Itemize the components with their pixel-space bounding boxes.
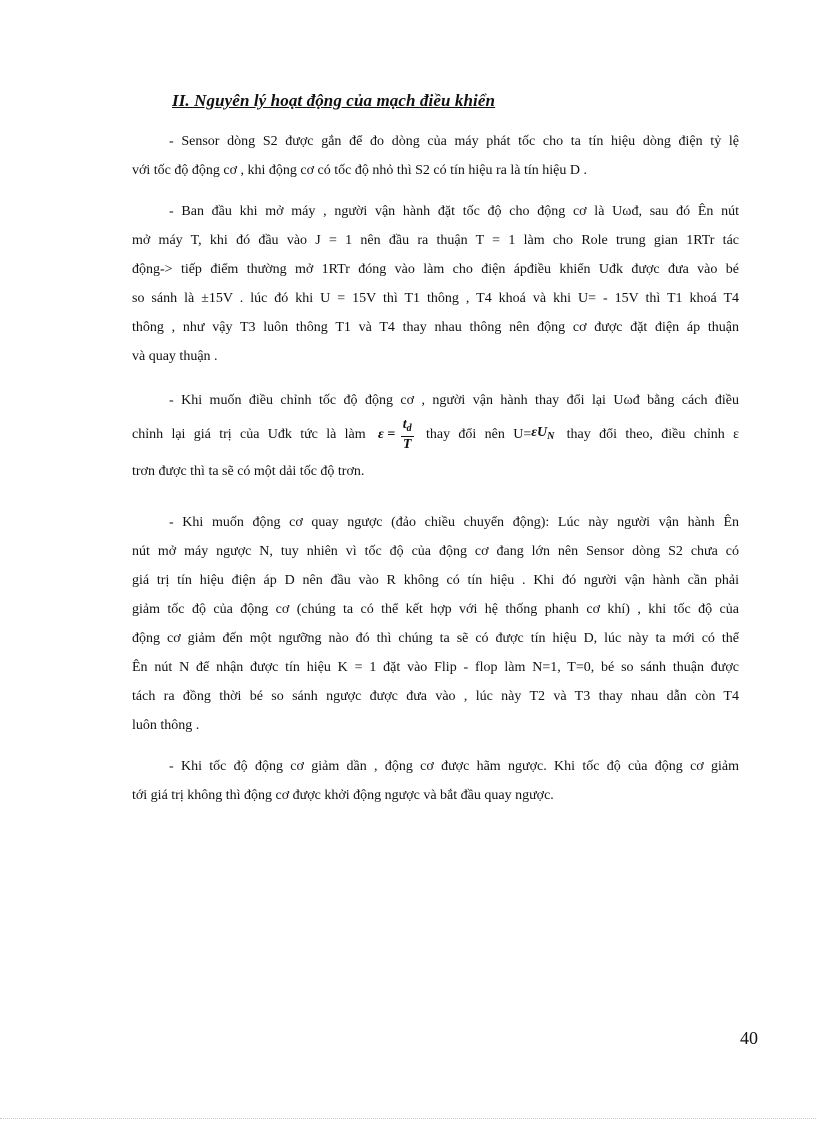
text-line: - Sensor dòng S2 được gắn để đo dòng của máy phát tốc cho ta tín hiệu dòng điện tỷ lệ [169,134,739,149]
page-number: 40 [740,1028,758,1048]
text-line: luôn thông . [132,718,200,733]
text-line: - Ban đầu khi mở máy , người vận hành đặt tốc độ cho động cơ là Uωđ, sau đó Ên nút [169,204,739,219]
paragraph-reverse [132,508,739,740]
numerator-text: t [402,417,407,433]
epsilon-formula [378,415,414,455]
text-line: với tốc độ động cơ , khi động cơ có tốc độ nhỏ thì S2 có tín hiệu ra là tín hiệu D . [132,163,587,178]
text-line: và quay thuận . [132,349,218,364]
text-segment: chỉnh lại giá trị của Uđk tức là làm [132,427,366,443]
text-line: - Khi tốc độ động cơ giảm dần , động cơ được hãm ngược. Khi tốc độ của động cơ giảm [169,759,739,774]
text-line: thông , như vậy T3 luôn thông T1 và T4 thay nhau thông nên động cơ được đặt điện áp thuận [132,320,739,335]
formula-epsilon: ε = [378,427,396,442]
page-bottom-divider [0,1118,816,1119]
text-line: nút mở máy ngược N, tuy nhiên vì tốc độ của động cơ đang lớn nên Sensor dòng S2 chưa có [132,544,739,559]
text-line: - Khi muốn điều chỉnh tốc độ động cơ , người vận hành thay đổi lại Uωđ bằng cách điều [169,393,739,408]
paragraph-braking [132,752,739,810]
section-heading: II. Nguyên lý hoạt động của mạch điều khiển [172,91,496,110]
text-line: động-> tiếp điểm thường mở 1RTr đóng vào làm cho điện ápđiều khiển Uđk được đưa vào bé [132,262,739,277]
formula-fraction [401,417,414,452]
text-line: giảm tốc độ của động cơ (chúng ta có thể kết hợp với hệ thống phanh cơ khí) , khi tốc độ của [132,602,739,617]
formula2-text: εU [531,425,548,440]
text-segment: thay đổi nên U= [425,427,532,443]
text-line: tới giá trị không thì động cơ được khởi động ngược và bắt đầu quay ngược. [132,788,554,803]
paragraph-sensor [132,127,739,185]
formula2-subscript: N [547,431,555,442]
fraction-numerator [401,417,414,437]
text-line: động cơ giảm đến một ngưỡng nào đó thì chúng ta sẽ có được tín hiệu D, lúc này ta mới có thể [132,631,739,646]
text-line: tách ra đồng thời bé so sánh ngược được đưa vào , lúc này T2 và T3 thay nhau dẫn còn T4 [132,689,739,704]
text-line: trơn được thì ta sẽ có một dải tốc độ trơn. [132,464,365,479]
text-line: Ên nút N để nhận được tín hiệu K = 1 đặt vào Flip - flop làm N=1, T=0, bé so sánh thuận được [132,660,739,675]
voltage-formula [531,413,554,457]
text-line: giá trị tín hiệu điện áp D nên đầu vào R không có tín hiệu . Khi đó người vận hành cần phải [132,573,739,588]
numerator-subscript: d [406,423,412,435]
text-segment: thay đổi theo, điều chỉnh ε [566,427,740,443]
paragraph-startup [132,197,739,371]
text-line-with-formula [132,413,739,457]
text-line: mở máy T, khi đó đầu vào J = 1 nên đầu ra thuận T = 1 làm cho Role trung gian 1RTr tác [132,233,739,248]
fraction-denominator: T [402,437,412,453]
paragraph-speed-adjust [132,386,739,486]
text-line: so sánh là ±15V . lúc đó khi U = 15V thì T1 thông , T4 khoá và khi U= - 15V thì T1 khoá T4 [132,291,739,306]
text-line: - Khi muốn động cơ quay ngược (đảo chiều chuyển động): Lúc này người vận hành Ên [169,515,739,530]
